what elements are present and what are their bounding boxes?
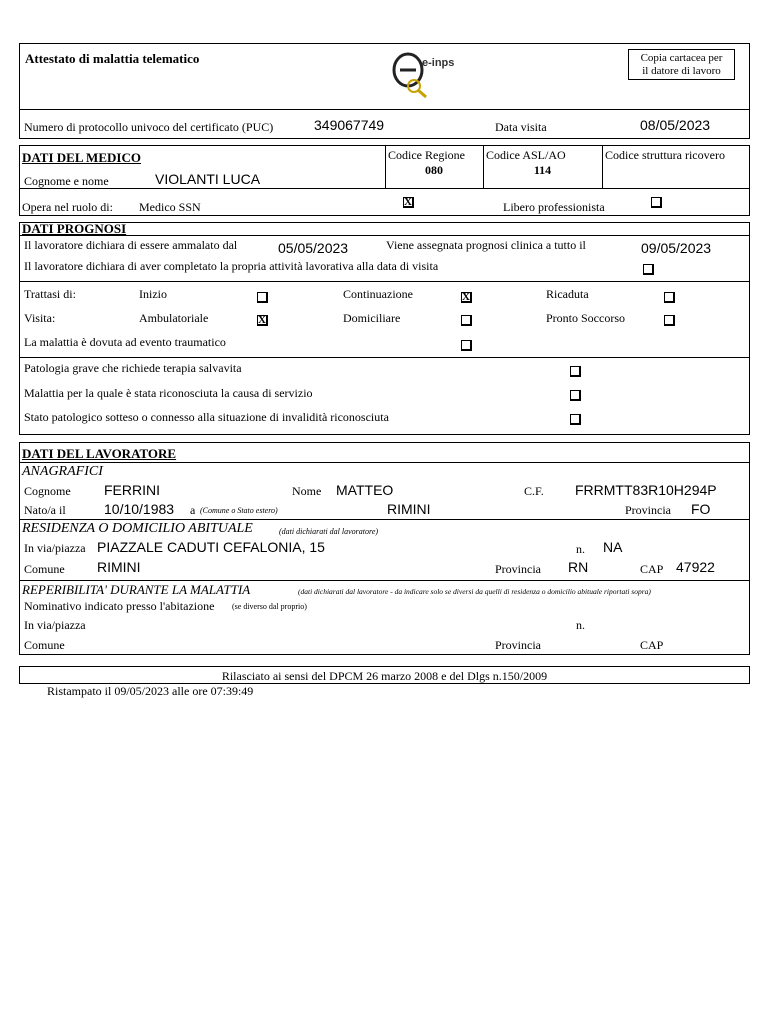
residence-title: RESIDENZA O DOMICILIO ABITUALE: [22, 521, 253, 536]
grave-label: Patologia grave che richiede terapia salvavita: [24, 361, 242, 375]
rep-name-note: (se diverso dal proprio): [232, 602, 307, 611]
prognosis-divider-1: [19, 281, 750, 282]
rep-street-label: In via/piazza: [24, 618, 86, 632]
header-divider: [19, 109, 750, 110]
rep-prov-label: Provincia: [495, 638, 541, 652]
inps-logo: [388, 50, 458, 98]
invalidita-label: Stato patologico sotteso o connesso alla situazione di invalidità riconosciuta: [24, 410, 389, 424]
visit-label: Visita:: [24, 311, 56, 325]
surname-value: FERRINI: [104, 482, 160, 498]
rep-name-label: Nominativo indicato presso l'abitazione: [24, 599, 215, 613]
city-label: Comune: [24, 562, 65, 576]
role-free-checkbox[interactable]: [651, 197, 662, 208]
name-value: MATTEO: [336, 482, 394, 498]
prognosis-value: 09/05/2023: [641, 240, 712, 256]
asl-label: Codice ASL/AO: [486, 148, 566, 162]
document-title: Attestato di malattia telematico: [25, 51, 200, 66]
cf-label: C.F.: [524, 484, 544, 498]
ambulatoriale-label: Ambulatoriale: [139, 311, 209, 325]
grave-checkbox[interactable]: [570, 366, 581, 377]
domiciliare-checkbox[interactable]: [461, 315, 472, 326]
doctor-name-label: Cognome e nome: [24, 174, 109, 188]
completed-checkbox[interactable]: [643, 264, 654, 275]
doctor-section-title: DATI DEL MEDICO: [22, 150, 141, 165]
ricaduta-checkbox[interactable]: [664, 292, 675, 303]
rep-cap-label: CAP: [640, 638, 664, 652]
ill-since-value: 05/05/2023: [278, 240, 349, 256]
region-label: Codice Regione: [388, 148, 465, 162]
legal-text: Rilasciato ai sensi del DPCM 26 marzo 2008 e del Dlgs n.150/2009: [221, 669, 548, 683]
rep-n-label: n.: [576, 618, 585, 632]
birth-value: 10/10/1983: [104, 501, 175, 517]
servizio-label: Malattia per la quale è stata riconosciuta la causa di servizio: [24, 386, 313, 400]
pronto-soccorso-checkbox[interactable]: [664, 315, 675, 326]
ill-since-label: Il lavoratore dichiara di essere ammalato dal: [24, 238, 238, 252]
copy-note-line1: Copia cartacea per: [640, 52, 723, 64]
cf-value: FRRMTT83R10H294P: [575, 482, 717, 498]
pronto-soccorso-label: Pronto Soccorso: [546, 311, 625, 325]
name-label: Nome: [292, 484, 322, 498]
street-value: PIAZZALE CADUTI CEFALONIA, 15: [97, 539, 325, 555]
rep-title: REPERIBILITA' DURANTE LA MALATTIA: [22, 582, 251, 597]
cap-value: 47922: [676, 559, 715, 575]
city-value: RIMINI: [97, 559, 141, 575]
puc-label: Numero di protocollo univoco del certificato (PUC): [24, 120, 274, 134]
rep-city-label: Comune: [24, 638, 65, 652]
puc-value: 349067749: [314, 117, 385, 133]
doctor-name-value: VIOLANTI LUCA: [155, 171, 261, 187]
prognosis-label: Viene assegnata prognosi clinica a tutto il: [386, 238, 586, 252]
logo-text: e-inps: [422, 57, 455, 69]
completed-label: Il lavoratore dichiara di aver completato la propria attività lavorativa alla data di visita: [24, 259, 439, 273]
reprint-text: Ristampato il 09/05/2023 alle ore 07:39:49: [47, 684, 254, 698]
birth-place-value: RIMINI: [387, 501, 431, 517]
role-free-label: Libero professionista: [503, 200, 605, 214]
visit-date-label: Data visita: [495, 120, 547, 134]
trauma-checkbox[interactable]: [461, 340, 472, 351]
prognosis-section-title: DATI PROGNOSI: [22, 221, 127, 236]
region-value: 080: [425, 163, 443, 177]
surname-label: Cognome: [24, 484, 71, 498]
asl-value: 114: [533, 163, 552, 177]
birth-note: (Comune o Stato estero): [200, 506, 278, 515]
role-label: Opera nel ruolo di:: [22, 200, 113, 214]
n-value: NA: [603, 539, 623, 555]
invalidita-checkbox[interactable]: [570, 414, 581, 425]
doctor-col-divider-3: [602, 145, 603, 188]
residence-note: (dati dichiarati dal lavoratore): [279, 527, 379, 536]
prov-value: RN: [568, 559, 589, 575]
worker-divider-1: [19, 519, 750, 520]
continuazione-checkbox[interactable]: X: [461, 292, 472, 303]
street-label: In via/piazza: [24, 541, 86, 555]
inizio-label: Inizio: [139, 287, 167, 301]
n-label: n.: [576, 542, 585, 556]
prognosis-title-divider: [19, 235, 750, 236]
prov-label: Provincia: [495, 562, 541, 576]
anagrafici-title: ANAGRAFICI: [22, 464, 103, 479]
ricaduta-label: Ricaduta: [546, 287, 589, 301]
hospital-label: Codice struttura ricovero: [605, 148, 725, 162]
trauma-label: La malattia è dovuta ad evento traumatico: [24, 335, 226, 349]
birth-prov-value: FO: [691, 501, 711, 517]
birth-prov-label: Provincia: [625, 503, 671, 517]
role-ssn-checkbox[interactable]: X: [403, 197, 414, 208]
servizio-checkbox[interactable]: [570, 390, 581, 401]
worker-title-divider: [19, 462, 750, 463]
doctor-divider: [19, 188, 750, 189]
birth-a: a: [190, 503, 196, 517]
ambulatoriale-checkbox[interactable]: X: [257, 315, 268, 326]
cap-label: CAP: [640, 562, 664, 576]
visit-date-value: 08/05/2023: [640, 117, 711, 133]
worker-section-title: DATI DEL LAVORATORE: [22, 446, 177, 461]
prognosis-divider-2: [19, 357, 750, 358]
rep-note: (dati dichiarati dal lavoratore - da indicare solo se diversi da quelli di residenza o domicilio abituale riportati sopra): [298, 587, 651, 596]
birth-label: Nato/a il: [24, 503, 66, 517]
role-ssn-label: Medico SSN: [139, 200, 201, 214]
continuazione-label: Continuazione: [343, 287, 413, 301]
treated-label: Trattasi di:: [24, 287, 76, 301]
domiciliare-label: Domiciliare: [343, 311, 401, 325]
worker-divider-2: [19, 580, 750, 581]
inizio-checkbox[interactable]: [257, 292, 268, 303]
copy-note-line2: il datore di lavoro: [642, 65, 721, 77]
